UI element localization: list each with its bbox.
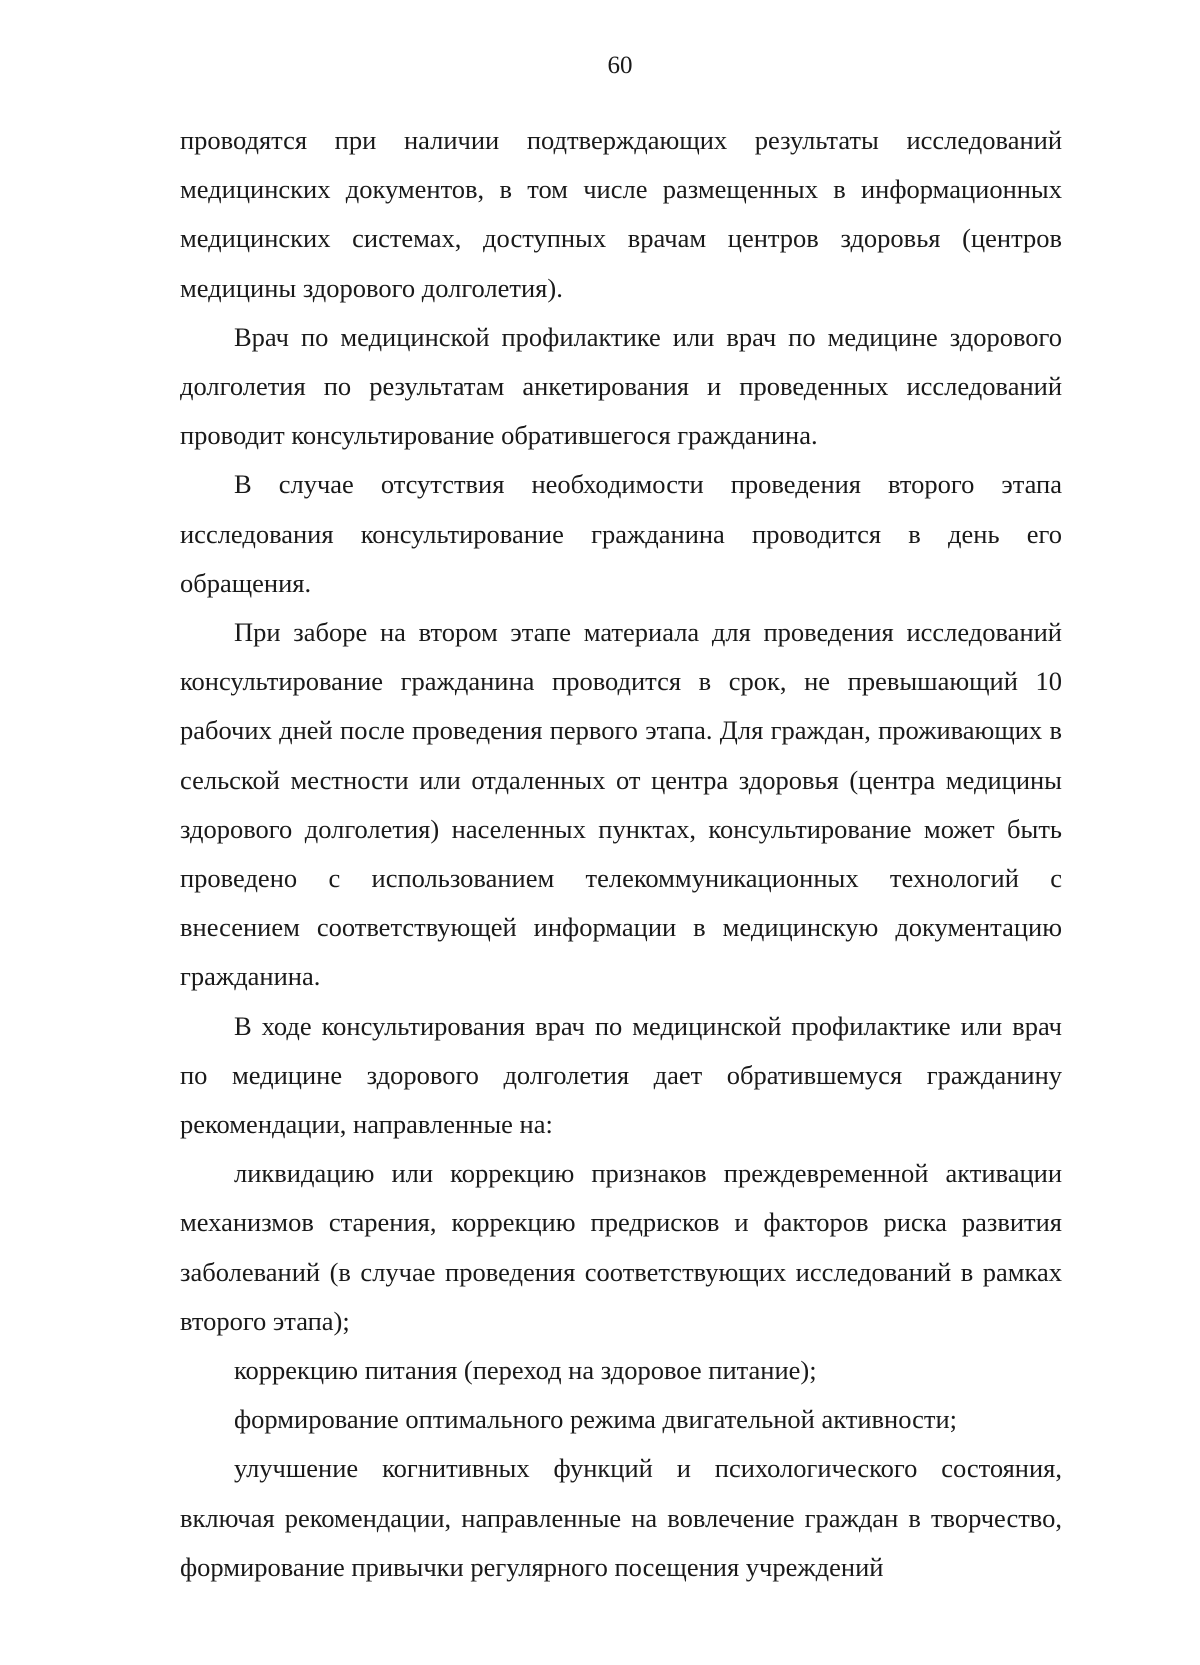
- paragraph-continuation: проводятся при наличии подтверждающих результаты исследований медицинских документов, в том числе размещенных в информационных медицинских системах, доступных врачам центров здоровья (центров медицины здорового долголетия).: [180, 125, 1062, 303]
- list-item-nutrition: коррекцию питания (переход на здоровое питание);: [234, 1355, 817, 1386]
- list-item-aging-correction: ликвидацию или коррекцию признаков преждевременной активации механизмов старения, коррекцию предрисков и факторов риска развития заболеваний (в случае проведения соответствующих исследований в рамках второго этапа);: [180, 1158, 1062, 1336]
- paragraph-second-stage-timing: При заборе на втором этапе материала для проведения исследований консультирование гражданина проводится в срок, не превышающий 10 рабочих дней после проведения первого этапа. Для граждан, проживающих в сельской местности или отдаленных от центра здоровья (центра медицины здорового долголетия) населенных пунктах, консультирование может быть проведено с использованием телекоммуникационных технологий с внесением соответствующей информации в медицинскую документацию гражданина.: [180, 617, 1062, 992]
- page-number: 60: [607, 52, 633, 79]
- paragraph-no-second-stage: В случае отсутствия необходимости проведения второго этапа исследования консультирование гражданина проводится в день его обращения.: [180, 469, 1062, 598]
- document-body: [180, 116, 1062, 1592]
- list-item-cognitive-functions: улучшение когнитивных функций и психологического состояния, включая рекомендации, направленные на вовлечение граждан в творчество, формирование привычки регулярного посещения учреждений: [180, 1453, 1062, 1582]
- paragraph-recommendations-intro: В ходе консультирования врач по медицинской профилактике или врач по медицине здорового долголетия дает обратившемуся гражданину рекомендации, направленные на:: [180, 1010, 1062, 1140]
- list-item-physical-activity: формирование оптимального режима двигательной активности;: [234, 1404, 958, 1435]
- paragraph-consultation-doctor: Врач по медицинской профилактике или врач по медицине здорового долголетия по результатам анкетирования и проведенных исследований проводит консультирование обратившегося гражданина.: [180, 321, 1062, 451]
